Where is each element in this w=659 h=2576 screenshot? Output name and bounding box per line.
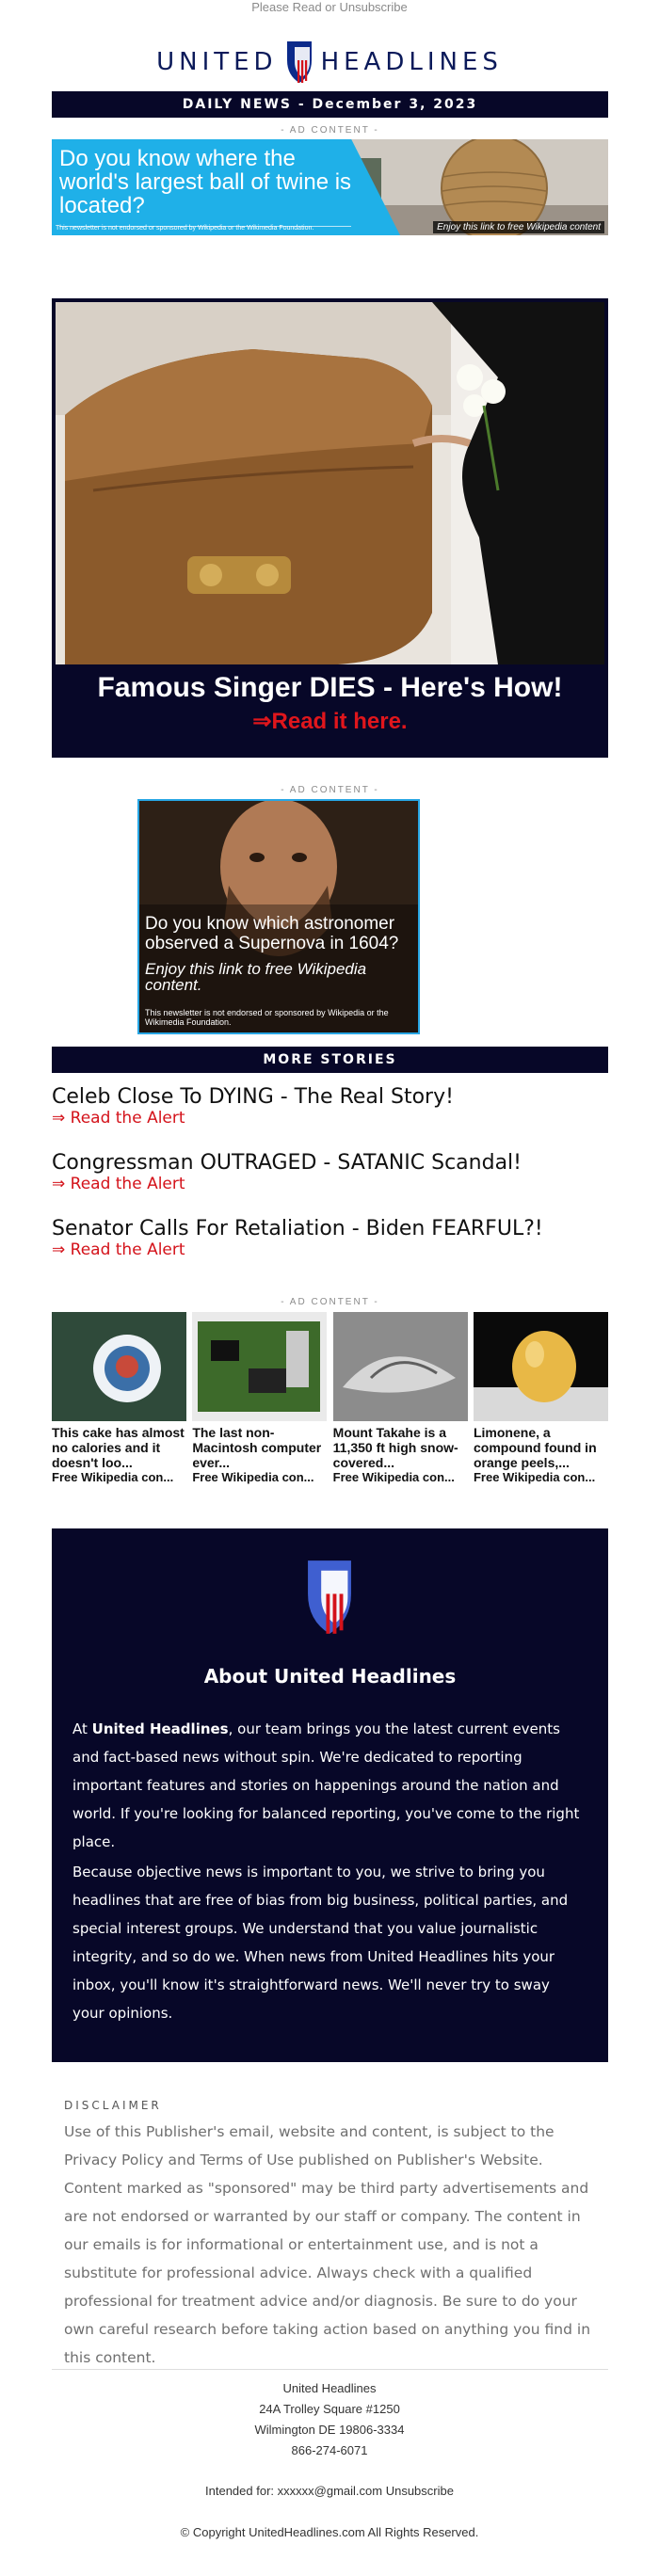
- ad-card-source: Free Wikipedia con...: [192, 1470, 314, 1484]
- about-paragraph-2: Because objective news is important to you, we strive to bring you headlines that are free of bias from big business, political parties, and special interest groups. We understand that you value journalistic integrity, and so do we. When news from United Headlines hits your inbox, you'll know it's straightforward news. We'll never try to sway your opinions.: [72, 1864, 569, 2022]
- story-item[interactable]: [52, 1085, 608, 1151]
- about-lead: At: [72, 1720, 92, 1737]
- shield-flag-logo: [301, 1557, 358, 1638]
- about-title: About United Headlines: [203, 1665, 457, 1688]
- unsubscribe-link[interactable]: Unsubscribe: [385, 2484, 454, 2498]
- ad-grid: [52, 1312, 608, 1484]
- ad-card-title: Mount Takahe is a 11,350 ft high snow-covered...: [332, 1425, 458, 1470]
- date-bar: DAILY NEWS - December 3, 2023: [52, 91, 608, 118]
- ad-banner-twine[interactable]: [52, 139, 608, 235]
- cake-image: [52, 1312, 186, 1421]
- about-paragraph-1: [72, 1715, 586, 1856]
- ad-card-source: Free Wikipedia con...: [332, 1470, 455, 1484]
- preheader-link[interactable]: Please Read or Unsubscribe: [251, 0, 408, 14]
- ad-card[interactable]: [192, 1312, 327, 1484]
- ad-label-grid: - AD CONTENT -: [281, 1297, 379, 1307]
- hero-headline[interactable]: Famous Singer DIES - Here's How!: [97, 672, 563, 703]
- footer-city: Wilmington DE 19806-3334: [254, 2423, 405, 2437]
- ad-card-source: Free Wikipedia con...: [473, 1470, 596, 1484]
- about-brand: United Headlines: [91, 1720, 229, 1737]
- intended-label: Intended for:: [205, 2484, 278, 2498]
- brand-word-right: HEADLINES: [320, 48, 503, 76]
- story-item[interactable]: [52, 1217, 608, 1283]
- ad-question: Do you know where the world's largest ball of twine is located?: [59, 146, 352, 218]
- divider: [52, 2369, 608, 2370]
- ad-card[interactable]: [474, 1312, 608, 1484]
- ad-card-title: The last non-Macintosh computer ever...: [192, 1425, 322, 1470]
- ad-label-mid: - AD CONTENT -: [281, 785, 379, 795]
- about-section: [52, 1528, 608, 2062]
- lemon-image: [474, 1312, 608, 1421]
- ad-card-title: Limonene, a compound found in orange peels,...: [473, 1425, 597, 1470]
- read-alert-link[interactable]: ⇒ Read the Alert: [52, 1240, 185, 1259]
- recipient-email: xxxxxx@gmail.com: [277, 2484, 383, 2498]
- read-alert-link[interactable]: ⇒ Read the Alert: [52, 1175, 185, 1193]
- ad-disclaimer: This newsletter is not endorsed or sponsored by Wikipedia or the Wikimedia Foundation.: [145, 1008, 389, 1027]
- footer-phone: 866-274-6071: [291, 2443, 368, 2457]
- ad-card[interactable]: [333, 1312, 468, 1484]
- ad-card[interactable]: [52, 1312, 186, 1484]
- story-headline[interactable]: Congressman OUTRAGED - SATANIC Scandal!: [52, 1151, 522, 1175]
- mountain-image: [333, 1312, 468, 1421]
- disclaimer-section: [64, 2099, 596, 2372]
- brand-word-left: UNITED: [156, 48, 278, 76]
- brand-header[interactable]: [0, 34, 659, 90]
- about-text: , our team brings you the latest current events and fact-based news without spin. We're dedicated to reporting important features and stories on happenings around the nation and world. If you're looking for balanced reporting, you've come to the right place.: [72, 1720, 580, 1850]
- story-headline[interactable]: Celeb Close To DYING - The Real Story!: [52, 1085, 454, 1109]
- ad-question: Do you know which astronomer observed a Supernova in 1604?: [145, 914, 399, 953]
- ad-disclaimer: This newsletter is not endorsed or sponsored by Wikipedia or the Wikimedia Foundation.: [56, 225, 314, 232]
- disclaimer-text: Use of this Publisher's email, website and content, is subject to the Privacy Policy and Terms of Use published on Publisher's Website. Content marked as "sponsored" may be third party advertisements and are not endorsed or warranted by our staff or company. The content in our emails is for informational or entertainment use, and is not a substitute for professional advice. Always check with a qualified professional for treatment advice and/or diagnosis. Be sure to do your own careful research before taking action based on anything you find in this content.: [64, 2123, 591, 2366]
- footer-copyright: © Copyright UnitedHeadlines.com All Rights Reserved.: [180, 2525, 479, 2539]
- story-item[interactable]: [52, 1151, 608, 1217]
- hero-image: [56, 302, 604, 664]
- more-stories-list: [52, 1085, 608, 1283]
- ad-card-title: This cake has almost no calories and it doesn't loo...: [52, 1425, 185, 1470]
- ad-caption: Enjoy this link to free Wikipedia content: [433, 221, 604, 233]
- footer-intended: [0, 2484, 659, 2498]
- ad-card-source: Free Wikipedia con...: [52, 1470, 174, 1484]
- ad-label-top: - AD CONTENT -: [281, 125, 379, 136]
- circuit-board-image: [192, 1312, 327, 1421]
- footer-street: 24A Trolley Square #1250: [259, 2402, 400, 2416]
- ad-banner-astronomer[interactable]: [137, 799, 420, 1034]
- shield-flag-logo: [283, 40, 315, 85]
- read-alert-link[interactable]: ⇒ Read the Alert: [52, 1109, 185, 1128]
- more-stories-bar: MORE STORIES: [52, 1047, 608, 1073]
- hero-story[interactable]: [52, 298, 608, 758]
- hero-read-link[interactable]: ⇒Read it here.: [252, 709, 408, 734]
- disclaimer-label: DISCLAIMER: [64, 2099, 162, 2112]
- footer-company: United Headlines: [282, 2381, 377, 2395]
- ad-enjoy-text: Enjoy this link to free Wikipedia content.: [145, 960, 367, 994]
- story-headline[interactable]: Senator Calls For Retaliation - Biden FEARFUL?!: [52, 1217, 543, 1240]
